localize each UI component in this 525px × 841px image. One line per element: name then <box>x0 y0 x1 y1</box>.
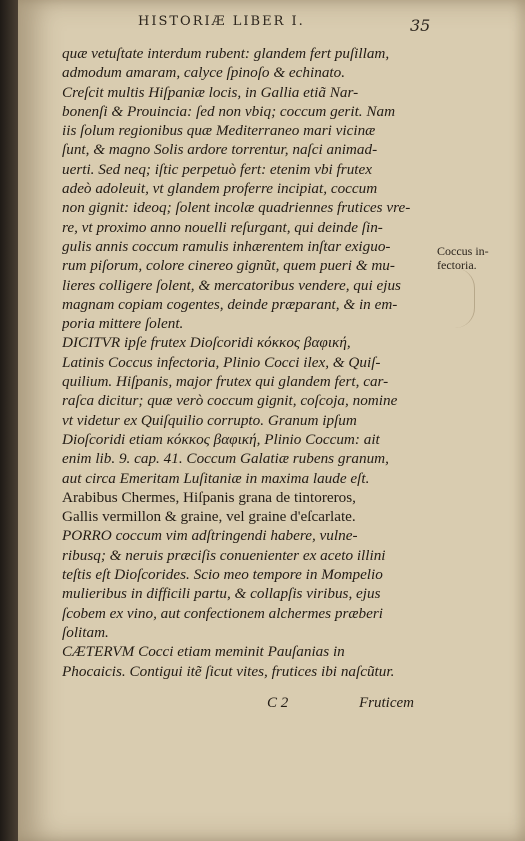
text-line: adeò adoleuit, vt glandem proferre incipiat, coccum <box>62 180 378 198</box>
text-line: Latinis Coccus infectoria, Plinio Cocci ilex, & Quiſ- <box>62 353 381 371</box>
text-line: admodum amaram, calyce ſpinoſo & echinato. <box>62 64 346 82</box>
text-line: poria mittere ſolent. <box>62 315 184 333</box>
text-line: uerti. Sed neq; iſtic perpetuò fert: etenim vbi frutex <box>62 160 372 178</box>
text-line: quilium. Hiſpanis, major frutex qui glandem fert, car- <box>62 373 389 391</box>
text-line: Gallis vermillon & graine, vel graine d'eſcarlate. <box>62 508 356 526</box>
text-line: Creſcit multis Hiſpaniæ locis, in Gallia etiã Nar- <box>62 83 359 101</box>
text-line: PORRO coccum vim adſtringendi habere, vulne- <box>62 527 358 545</box>
text-line: vt videtur ex Quiſquilio corrupto. Granum ipſum <box>62 411 357 429</box>
text-line: lieres colligere ſolent, & mercatoribus vendere, qui ejus <box>62 276 401 294</box>
running-head: HISTORIÆ LIBER I. <box>138 14 305 29</box>
show-through-mark <box>452 268 475 328</box>
book-gutter <box>0 0 18 841</box>
text-line: re, vt proximo anno nouelli reſurgant, qui deinde ſin- <box>62 218 383 236</box>
text-line: iis ſolum regionibus quæ Mediterraneo mari vicinæ <box>62 122 376 140</box>
text-line: quæ vetuſtate interdum rubent: glandem fert puſillam, <box>62 45 390 62</box>
text-line: raſca dicitur; quæ verò coccum gignit, coſcoja, nomine <box>62 392 398 410</box>
margin-note-line: fectoria. <box>437 258 477 272</box>
text-line: bonenſi & Prouincia: ſed non vbiq; coccum gerit. Nam <box>62 102 396 120</box>
text-line: mulieribus in difficili partu, & collapſis viribus, ejus <box>62 585 381 603</box>
signature-mark: C 2 <box>267 695 289 711</box>
body-text <box>62 44 414 681</box>
text-line: ſolitam. <box>62 623 109 641</box>
catchword: Fruticem <box>359 695 414 711</box>
text-line: DICITVR ipſe frutex Dioſcoridi κόκκος βαφική, <box>62 334 351 352</box>
text-line: gulis annis coccum ramulis inhærentem inſtar exiguo- <box>62 237 391 255</box>
text-line: rum piſorum, colore cinereo gignũt, quem pueri & mu- <box>62 257 395 275</box>
text-line: ribusq; & neruis præciſis conuenienter ex aceto illini <box>62 546 386 564</box>
margin-note <box>437 244 517 272</box>
text-line: CÆTERVM Cocci etiam meminit Pauſanias in <box>62 643 345 661</box>
text-line: enim lib. 9. cap. 41. Coccum Galatiæ rubens granum, <box>62 450 389 468</box>
page-number: 35 <box>410 16 431 35</box>
text-line: Dioſcoridi etiam κόκκος βαφική, Plinio Coccum: ait <box>62 430 380 448</box>
text-line: ſunt, & magno Solis ardore torrentur, naſci animad- <box>62 141 378 159</box>
text-line: non gignit: ideoq; ſolent incolæ quadriennes frutices vre- <box>62 199 411 217</box>
page-footer <box>62 695 414 715</box>
text-line: Phocaicis. Contigui itẽ ſicut vites, frutices ibi naſcũtur. <box>62 662 395 680</box>
text-line: Arabibus Chermes, Hiſpanis grana de tintoreros, <box>62 488 356 506</box>
text-line: aut circa Emeritam Luſitaniæ in maxima laude eſt. <box>62 469 370 487</box>
text-line: ſcobem ex vino, aut confectionem alchermes præberi <box>62 604 383 622</box>
text-line: teſtis eſt Dioſcorides. Scio meo tempore in Mompelio <box>62 566 383 584</box>
text-line: magnam copiam cogentes, deinde præparant, & in em- <box>62 295 398 313</box>
margin-note-line: Coccus in- <box>437 244 489 258</box>
